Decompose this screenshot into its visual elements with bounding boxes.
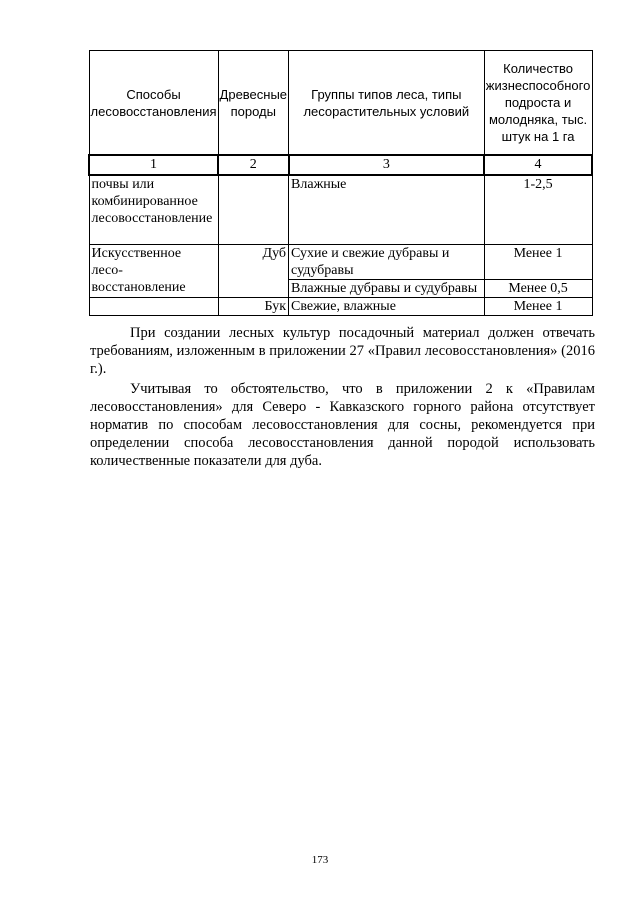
column-number: 2 — [218, 155, 289, 175]
column-number: 3 — [289, 155, 485, 175]
paragraph-planting-material: При создании лесных культур посадочный материал должен отвечать требованиям, изложенным в приложении 27 «Правил лесовосстановления» (2016 г.). — [90, 325, 595, 377]
header-methods: Способы лесовосстановления — [89, 51, 218, 156]
column-number-row — [89, 155, 592, 175]
column-number: 1 — [89, 155, 218, 175]
forest-type-cell: Влажные дубравы и судубравы — [289, 279, 485, 297]
species-cell — [218, 175, 289, 244]
table-row — [89, 244, 592, 279]
table-row — [89, 175, 592, 244]
page-number: 173 — [311, 854, 329, 866]
header-forest-types: Группы типов леса, типы лесорастительных условий — [289, 51, 485, 156]
amount-cell: 1-2,5 — [484, 175, 592, 244]
forest-type-cell: Сухие и свежие дубравы и судубравы — [289, 244, 485, 279]
species-cell: Дуб — [218, 244, 289, 297]
forest-type-cell: Свежие, влажные — [289, 297, 485, 315]
paragraph-pine-norm: Учитывая то обстоятельство, что в приложении 2 к «Правилам лесовосстановления» для Северо - Кавказского горного района отсутствует норматив по способам лесовосстановления для сосны, рекомендуется при определении способа лесовосстановления данной породой использовать количественные показатели для дуба. — [90, 381, 595, 469]
amount-cell: Менее 1 — [484, 297, 592, 315]
header-amount: Количество жизнеспособного подроста и молодняка, тыс. штук на 1 га — [484, 51, 592, 156]
method-cell: Искусственное лесо- восстановление — [89, 244, 218, 297]
forest-restoration-table — [88, 50, 593, 316]
table-header-row — [89, 51, 592, 156]
forest-type-cell: Влажные — [289, 175, 485, 244]
column-number: 4 — [484, 155, 592, 175]
amount-cell: Менее 0,5 — [484, 279, 592, 297]
method-cell: почвы или комбинированное лесовосстановление — [89, 175, 218, 244]
header-species: Древесные породы — [218, 51, 289, 156]
species-cell: Бук — [218, 297, 289, 315]
amount-cell: Менее 1 — [484, 244, 592, 279]
method-cell — [89, 297, 218, 315]
table-row — [89, 297, 592, 315]
